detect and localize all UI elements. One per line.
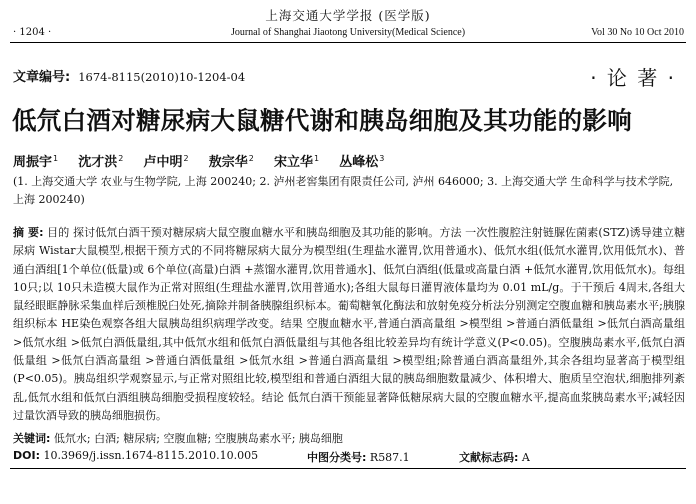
author: 敖宗华$^2$ (208, 153, 254, 170)
section-label: · 论 著 · (590, 66, 676, 90)
author: 宋立华$^1$ (274, 153, 320, 170)
page-number: · 1204 · (13, 27, 52, 38)
article-number (13, 66, 245, 85)
author: 周振宇$^1$ (13, 153, 59, 170)
author: 卢中明$^2$ (143, 153, 189, 170)
issue-info: Vol 30 No 10 Oct 2010 (591, 27, 684, 38)
clc-number: 中图分类号: R587.1 (307, 451, 410, 464)
abstract-label: 摘 要: (13, 226, 44, 239)
journal-title-cn: 上海交通大学学报 (医学版) (265, 8, 431, 23)
keywords-label: 关键词: (13, 432, 51, 445)
abstract-text: 目的 探讨低氘白酒干预对糖尿病大鼠空腹血糖水平和胰岛细胞及其功能的影响。方法 一次性腹腔注射链脲佐菌素(STZ)诱导建立糖尿病 Wistar大鼠模型,根据干预方式的不同将糖尿病大鼠分为模型组(生理盐水灌胃,饮用普通水)、低氘水组(低氘水灌胃,饮用低氘水)、普通白酒组[1个单位(低量)或 6个单位(高量)白酒 +蒸馏水灌胃,饮用普通水]、低氘白酒组(低量或高量白酒 +低氘水灌胃,饮用低氘水)。每组 10只;以 10只未造模大鼠作为正常对照组(生理盐水灌胃,饮用普通水);各组大鼠每日灌胃液体量均为 0.01 mL/g。于干预后 4周末,各组大鼠经眼眶静脉采集血样后颈椎脱臼处死,摘除并制备胰腺组织标本。葡萄糖氧化酶法和放射免疫分析法分别测定空腹血糖和胰岛素水平;胰腺组织标本 HE染色观察各组大鼠胰岛组织病理学改变。结果 空腹血糖水平,普通白酒高量组 >模型组 >普通白酒低量组 >低氘白酒高量组 >低氘水组 >低氘白酒低量组,其中低氘水组和低氘白酒低量组与其他各组比较差异均有统计学意义(P<0.05)。空腹胰岛素水平,低氘白酒低量组 >低氘白酒高量组 >普通白酒低量组 >低氘水组 >普通白酒高量组 >模型组;除普通白酒高量组外,其余各组均显著高于模型组(P<0.05)。胰岛组织学观察显示,与正常对照组比较,模型组和普通白酒组大鼠的胰岛细胞数量减少、体积增大、胞质呈空泡状,细胞排列紊乱,低氘水组和低氘白酒组胰岛细胞受损程度较轻。结论 低氘白酒干预能显著降低糖尿病大鼠的空腹血糖水平,提高血浆胰岛素水平;减轻因过量饮酒导致的胰岛细胞损伤。 (13, 226, 686, 422)
header-rule (10, 42, 686, 43)
author: 丛峰松$^3$ (339, 153, 385, 170)
abstract (13, 224, 685, 425)
document-code: 文献标志码: A (459, 451, 530, 464)
article-title: 低氘白酒对糖尿病大鼠糖代谢和胰岛细胞及其功能的影响 (12, 106, 632, 135)
affiliations: (1. 上海交通大学 农业与生物学院, 上海 200240; 2. 泸州老窖集团有限责任公司, 泸州 646000; 3. 上海交通大学 生命科学与技术学院, 上海 200240) (13, 175, 674, 206)
article-number-value: 1674-8115(2010)10-1204-04 (78, 70, 246, 84)
author: 沈才洪$^2$ (78, 153, 124, 170)
doi: DOI: 10.3969/j.issn.1674-8115.2010.10.005 (13, 449, 259, 462)
keywords-text: 低氘水; 白酒; 糖尿病; 空腹血糖; 空腹胰岛素水平; 胰岛细胞 (53, 432, 343, 445)
keywords (13, 430, 343, 446)
footer-rule (10, 468, 686, 469)
journal-title-en: Journal of Shanghai Jiaotong University(Medical Science) (230, 27, 466, 38)
author-list (13, 151, 400, 170)
article-number-label: 文章编号: (13, 70, 71, 85)
